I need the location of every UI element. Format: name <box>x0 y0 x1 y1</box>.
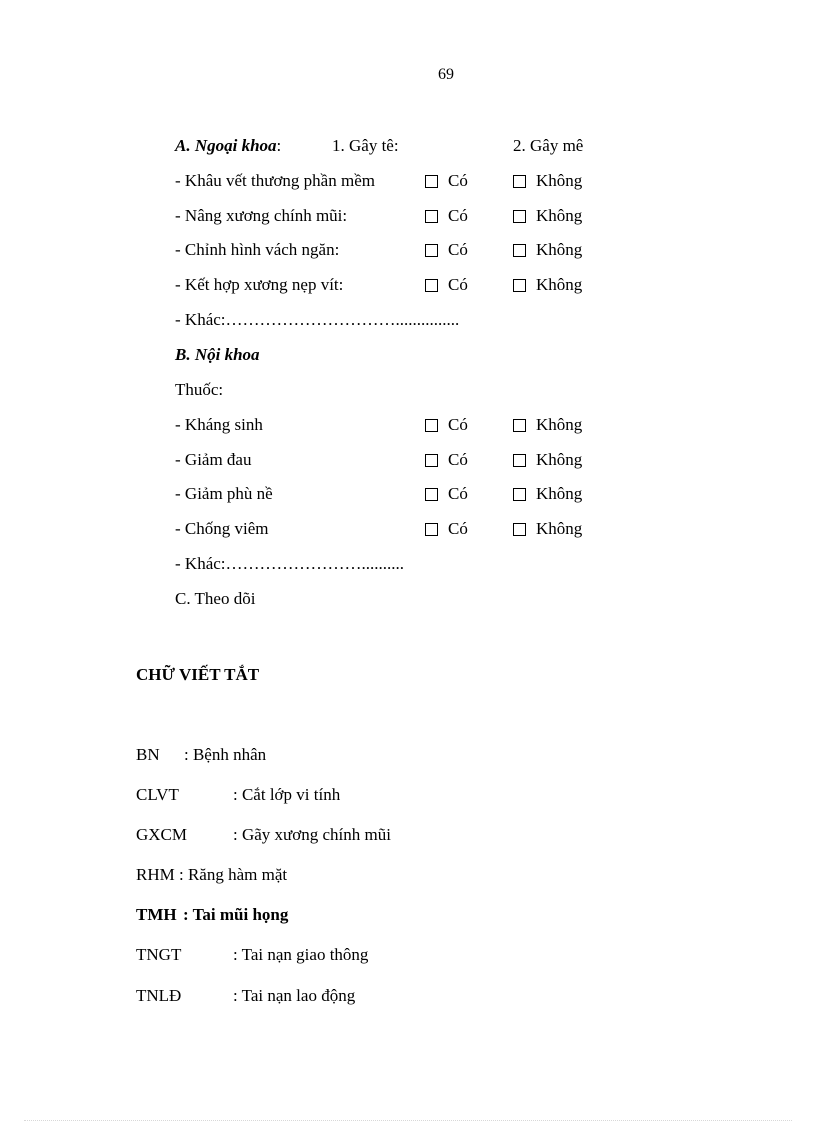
abbreviation-row <box>136 743 267 767</box>
checkbox-icon <box>513 523 526 536</box>
no-label: Không <box>536 519 583 538</box>
drug-other-field[interactable]: - Khác:…………………….......... <box>175 554 405 573</box>
abbreviation-code: RHM <box>136 865 175 884</box>
surgery-item-yes-checkbox[interactable] <box>425 204 468 228</box>
page-bottom-divider <box>24 1120 792 1121</box>
section-c-title: C. Theo dõi <box>175 589 256 608</box>
checkbox-icon <box>425 279 438 292</box>
checkbox-icon <box>425 419 438 432</box>
section-a-colon: : <box>276 136 282 155</box>
surgery-item-no-checkbox[interactable] <box>513 204 582 228</box>
surgery-item-label: - Chỉnh hình vách ngăn: <box>175 240 340 259</box>
surgery-item-no-checkbox[interactable] <box>513 238 582 262</box>
drug-item-label: - Giảm phù nề <box>175 484 273 503</box>
abbreviation-definition: : Gãy xương chính mũi <box>233 825 391 844</box>
yes-label: Có <box>448 171 468 190</box>
abbreviation-row <box>136 863 288 887</box>
drug-item <box>175 482 273 506</box>
yes-label: Có <box>448 206 468 225</box>
drug-item-label: - Giảm đau <box>175 450 252 469</box>
anesthesia-local-option: 1. Gây tê: <box>332 136 399 155</box>
drug-item-yes-checkbox[interactable] <box>425 517 468 541</box>
checkbox-icon <box>513 454 526 467</box>
abbreviation-code: CLVT <box>136 785 179 804</box>
drug-item <box>175 448 251 472</box>
surgery-item-yes-checkbox[interactable] <box>425 238 468 262</box>
no-label: Không <box>536 240 583 259</box>
abbreviation-definition: : Bệnh nhân <box>184 745 267 764</box>
drug-item-label: - Kháng sinh <box>175 415 263 434</box>
surgery-item-yes-checkbox[interactable] <box>425 273 468 297</box>
yes-label: Có <box>448 484 468 503</box>
abbreviation-row <box>136 984 356 1008</box>
checkbox-icon <box>513 175 526 188</box>
surgery-item <box>175 273 343 297</box>
no-label: Không <box>536 171 583 190</box>
yes-label: Có <box>448 415 468 434</box>
no-label: Không <box>536 484 583 503</box>
section-b-title: B. Nội khoa <box>175 345 260 364</box>
yes-label: Có <box>448 450 468 469</box>
abbreviation-row <box>136 903 289 927</box>
abbreviation-definition: : Tai nạn giao thông <box>233 945 369 964</box>
no-label: Không <box>536 275 583 294</box>
abbreviation-code: GXCM <box>136 825 188 844</box>
checkbox-icon <box>513 244 526 257</box>
no-label: Không <box>536 415 583 434</box>
section-a-heading <box>175 134 281 158</box>
surgery-item-no-checkbox[interactable] <box>513 273 582 297</box>
yes-label: Có <box>448 240 468 259</box>
page-number: 69 <box>438 66 454 83</box>
abbreviation-code: TNLĐ <box>136 986 182 1005</box>
drug-item-label: - Chống viêm <box>175 519 269 538</box>
abbreviation-definition: : Tai mũi họng <box>183 905 289 924</box>
surgery-item-label: - Khâu vết thương phần mềm <box>175 171 375 190</box>
checkbox-icon <box>425 175 438 188</box>
checkbox-icon <box>513 419 526 432</box>
checkbox-icon <box>425 210 438 223</box>
drug-item-no-checkbox[interactable] <box>513 482 582 506</box>
surgery-item <box>175 204 347 228</box>
checkbox-icon <box>425 244 438 257</box>
drugs-label: Thuốc: <box>175 380 224 399</box>
surgery-other-field[interactable]: - Khác:…………………………............... <box>175 310 460 329</box>
drug-item-no-checkbox[interactable] <box>513 517 582 541</box>
drug-item-yes-checkbox[interactable] <box>425 482 468 506</box>
abbreviation-row <box>136 823 391 847</box>
checkbox-icon <box>513 279 526 292</box>
surgery-item-label: - Nâng xương chính mũi: <box>175 206 348 225</box>
checkbox-icon <box>425 523 438 536</box>
drug-item <box>175 413 263 437</box>
yes-label: Có <box>448 519 468 538</box>
anesthesia-general-option: 2. Gây mê <box>513 136 584 155</box>
surgery-item <box>175 238 339 262</box>
checkbox-icon <box>513 210 526 223</box>
abbreviations-title: CHỮ VIẾT TẮT <box>136 665 260 684</box>
abbreviation-code: TMH <box>136 905 177 924</box>
drug-item <box>175 517 269 541</box>
surgery-item-yes-checkbox[interactable] <box>425 169 468 193</box>
surgery-item-no-checkbox[interactable] <box>513 169 582 193</box>
abbreviation-definition: : Răng hàm mặt <box>179 865 288 884</box>
abbreviation-definition: : Cắt lớp vi tính <box>233 785 341 804</box>
section-a-title: A. Ngoại khoa <box>175 136 277 155</box>
drug-item-no-checkbox[interactable] <box>513 413 582 437</box>
checkbox-icon <box>513 488 526 501</box>
abbreviation-definition: : Tai nạn lao động <box>233 986 356 1005</box>
abbreviation-row <box>136 943 369 967</box>
no-label: Không <box>536 206 583 225</box>
yes-label: Có <box>448 275 468 294</box>
abbreviation-code: BN <box>136 745 160 764</box>
surgery-item-label: - Kết hợp xương nẹp vít: <box>175 275 344 294</box>
abbreviation-row <box>136 783 341 807</box>
checkbox-icon <box>425 454 438 467</box>
no-label: Không <box>536 450 583 469</box>
abbreviation-code: TNGT <box>136 945 182 964</box>
drug-item-no-checkbox[interactable] <box>513 448 582 472</box>
checkbox-icon <box>425 488 438 501</box>
drug-item-yes-checkbox[interactable] <box>425 413 468 437</box>
drug-item-yes-checkbox[interactable] <box>425 448 468 472</box>
surgery-item <box>175 169 375 193</box>
